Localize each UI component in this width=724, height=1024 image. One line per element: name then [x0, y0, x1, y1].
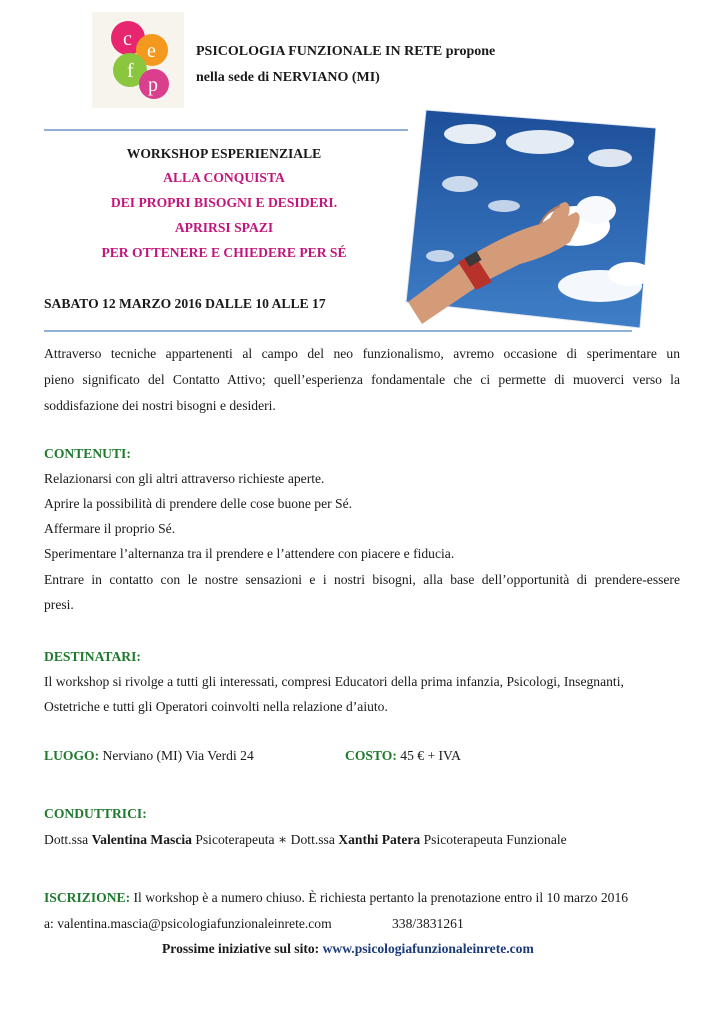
logo-letter: p — [148, 74, 158, 96]
destinatari-heading: DESTINATARI: — [44, 649, 141, 664]
conduttrice-name: Valentina Mascia — [91, 832, 192, 847]
conduttrice-role: Psicoterapeuta Funzionale — [423, 832, 567, 847]
contenuti-item: Entrare in contatto con le nostre sensazioni e i nostri bisogni, alla base dell’opportunità di prendere-essere — [44, 572, 680, 587]
contenuti-heading: CONTENUTI: — [44, 446, 131, 461]
contenuti-item: Sperimentare l’alternanza tra il prendere e l’attendere con piacere e fiducia. — [44, 546, 455, 561]
venue-line: nella sede di NERVIANO (MI) — [196, 70, 380, 85]
workshop-label: WORKSHOP ESPERIENZIALE — [126, 146, 322, 161]
title-line: ALLA CONQUISTA — [163, 170, 285, 185]
contenuti-item-continued: presi. — [44, 597, 74, 612]
contenuti-item: Relazionarsi con gli altri attraverso richieste aperte. — [44, 471, 325, 486]
date-divider — [44, 330, 632, 332]
destinatari-line: Il workshop si rivolge a tutti gli interessati, compresi Educatori della prima infanzia, Psicologi, Insegnanti, — [44, 674, 624, 689]
title-prefix: Dott.ssa — [290, 832, 335, 847]
title-line: APRIRSI SPAZI — [174, 220, 274, 235]
costo-value: 45 € + IVA — [400, 748, 461, 763]
intro-line: pieno significato del Contatto Attivo; quell’esperienza fondamentale che ci permette di muoverci verso la — [44, 372, 680, 387]
costo-row — [345, 748, 461, 764]
iscrizione-text: Il workshop è a numero chiuso. È richiesta pertanto la prenotazione entro il 10 marzo 2016 — [133, 890, 629, 905]
destinatari-line: Ostetriche e tutti gli Operatori coinvolti nella relazione d’aiuto. — [44, 699, 388, 714]
top-divider — [44, 129, 408, 131]
footer-line — [162, 941, 534, 957]
conduttrici-heading: CONDUTTRICI: — [44, 806, 147, 821]
luogo-row — [44, 748, 254, 764]
logo-cefp-icon — [92, 12, 184, 108]
iscrizione-label: ISCRIZIONE: — [44, 890, 131, 905]
contenuti-item: Affermare il proprio Sé. — [44, 521, 176, 536]
org-line: PSICOLOGIA FUNZIONALE IN RETE propone — [196, 44, 496, 59]
logo-letter: f — [127, 60, 134, 82]
contact-email[interactable]: a: valentina.mascia@psicologiafunzionaleinrete.com — [44, 916, 332, 931]
logo-letter: c — [123, 28, 132, 50]
costo-label: COSTO: — [345, 748, 397, 763]
conduttrice-name: Xanthi Patera — [338, 832, 421, 847]
conduttrice-role: Psicoterapeuta — [195, 832, 275, 847]
website-link[interactable]: www.psicologiafunzionaleinrete.com — [322, 941, 534, 956]
intro-line: Attraverso tecniche appartenenti al campo del neo funzionalismo, avremo occasione di sperimentare un — [44, 346, 680, 361]
title-prefix: Dott.ssa — [44, 832, 89, 847]
contact-phone[interactable]: 338/3831261 — [392, 916, 464, 931]
iscrizione-line — [44, 890, 628, 906]
luogo-label: LUOGO: — [44, 748, 100, 763]
contenuti-item: Aprire la possibilità di prendere delle cose buone per Sé. — [44, 496, 353, 511]
hand-cloud-photo — [400, 106, 656, 328]
title-line: PER OTTENERE E CHIEDERE PER SÉ — [101, 245, 347, 260]
separator-icon: ∗ — [278, 832, 288, 847]
logo-letter: e — [147, 40, 156, 62]
intro-line: soddisfazione dei nostri bisogni e desideri. — [44, 398, 276, 413]
conduttrici-line — [44, 832, 567, 848]
event-date: SABATO 12 MARZO 2016 DALLE 10 ALLE 17 — [44, 296, 326, 311]
title-line: DEI PROPRI BISOGNI E DESIDERI. — [110, 195, 338, 210]
footer-text: Prossime iniziative sul sito: — [162, 941, 320, 956]
luogo-value: Nerviano (MI) Via Verdi 24 — [102, 748, 254, 763]
